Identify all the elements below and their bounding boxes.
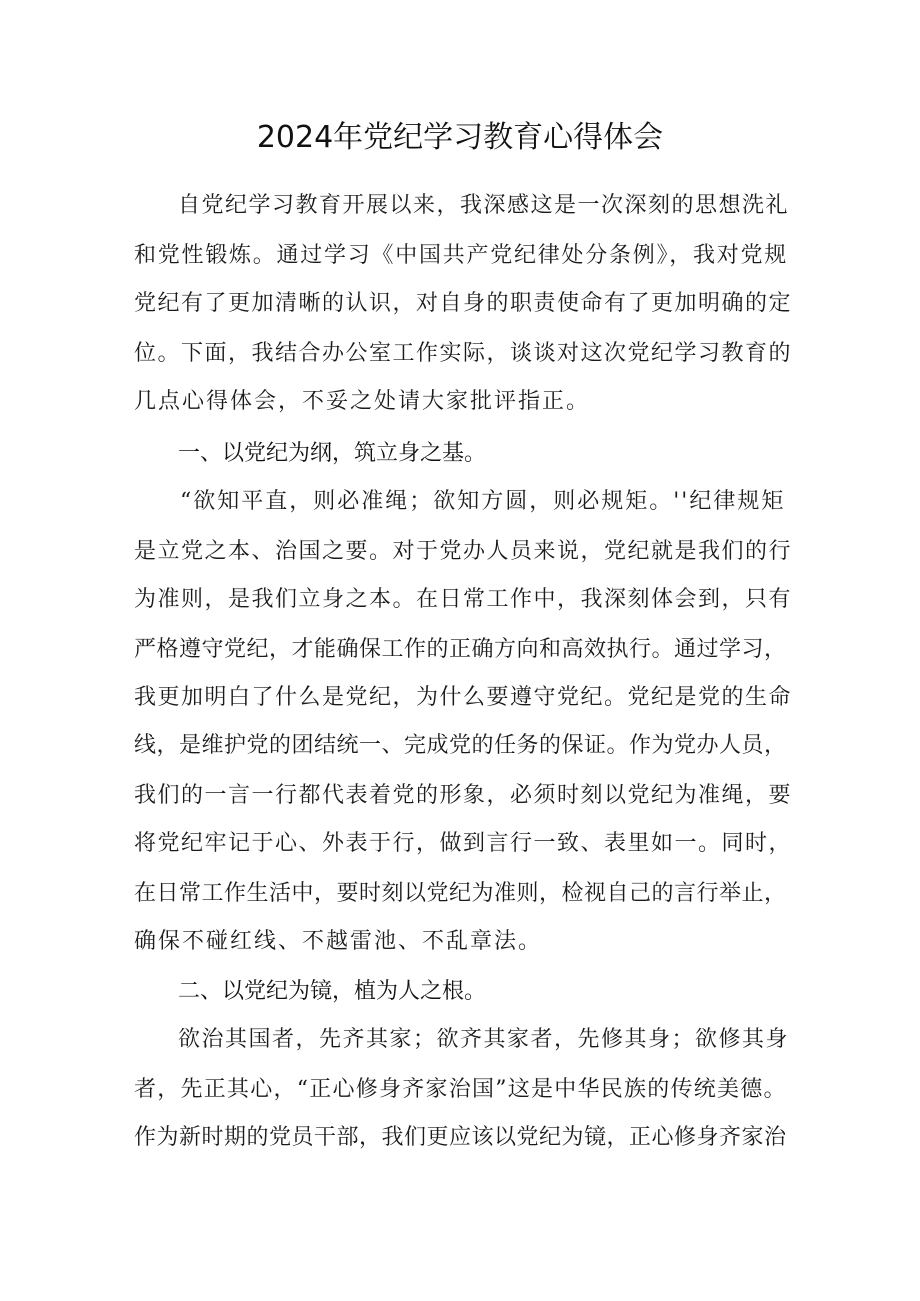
section1-line: 将党纪牢记于心、外表于行，做到言行一致、表里如一。同时， [134, 831, 793, 856]
section1-line: 确保不碰红线、不越雷池、不乱章法。 [134, 929, 543, 954]
section1-line: “欲知平直，则必准绳；欲知方圆，则必规矩。''纪律规矩 [180, 489, 786, 514]
intro-line: 自党纪学习教育开展以来，我深感这是一次深刻的思想洗礼 [178, 193, 790, 218]
section1-line: 在日常工作生活中，要时刻以党纪为准则，检视自己的言行举止， [134, 881, 787, 906]
section1-line: 为准则，是我们立身之本。在日常工作中，我深刻体会到，只有 [134, 587, 793, 612]
section2-line: 作为新时期的党员干部，我们更应该以党纪为镜，正心修身齐家治 [134, 1125, 787, 1150]
intro-line: 位。下面，我结合办公室工作实际，谈谈对这次党纪学习教育的 [134, 341, 793, 366]
section2-heading: 二、以党纪为镜，植为人之根。 [178, 979, 487, 1004]
section1-line: 严格遵守党纪，才能确保工作的正确方向和高效执行。通过学习， [134, 637, 787, 662]
intro-line: 几点心得体会，不妥之处请大家批评指正。 [134, 389, 591, 414]
section1-line: 我更加明白了什么是党纪，为什么要遵守党纪。党纪是党的生命 [134, 685, 793, 710]
section1-line: 线，是维护党的团结统一、完成党的任务的保证。作为党办人员， [134, 733, 787, 758]
intro-line: 党纪有了更加清晰的认识，对自身的职责使命有了更加明确的定 [134, 291, 793, 316]
section2-line: 欲治其国者，先齐其家；欲齐其家者，先修其身；欲修其身 [178, 1027, 790, 1052]
intro-line: 和党性锻炼。通过学习《中国共产党纪律处分条例》，我对党规 [134, 243, 789, 268]
section2-line: 者，先正其心，“正心修身齐家治国”这是中华民族的传统美德。 [134, 1077, 787, 1102]
section1-line: 是立党之本、治国之要。对于党办人员来说，党纪就是我们的行 [134, 539, 793, 564]
document-title: 2024年党纪学习教育心得体会 [256, 120, 664, 155]
section1-heading: 一、以党纪为纲，筑立身之基。 [178, 441, 487, 466]
section1-line: 我们的一言一行都代表着党的形象，必须时刻以党纪为准绳，要 [134, 783, 793, 808]
